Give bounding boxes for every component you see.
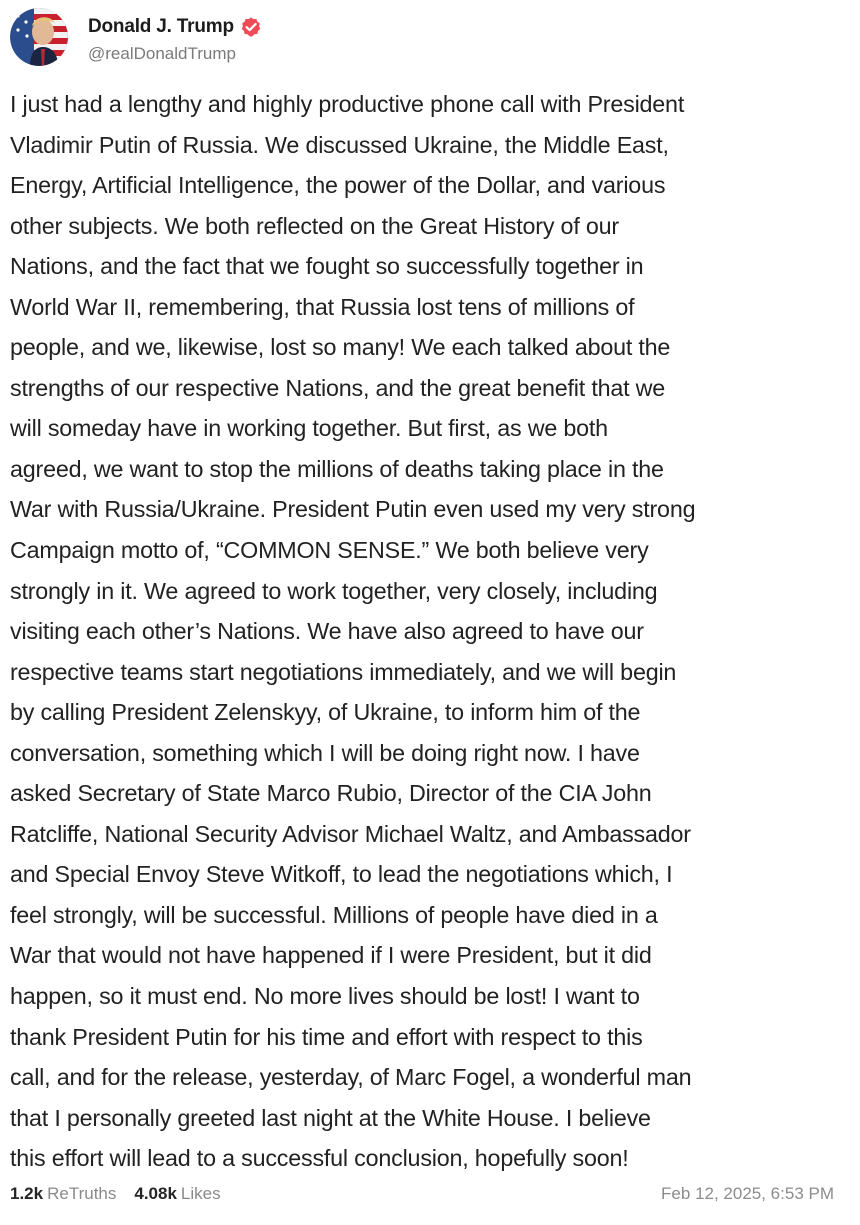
- post-line: World War II, remembering, that Russia lost tens of millions of: [10, 293, 635, 320]
- retruths-label[interactable]: ReTruths: [47, 1184, 117, 1203]
- avatar[interactable]: [10, 8, 68, 66]
- post-line: people, and we, likewise, lost so many! We each talked about the: [10, 334, 671, 361]
- post-line: this effort will lead to a successful conclusion, hopefully soon!: [10, 1145, 629, 1172]
- post-line: strongly in it. We agreed to work together, very closely, including: [10, 577, 658, 604]
- post-stats: [10, 1184, 221, 1204]
- retruths-count[interactable]: 1.2k: [10, 1184, 44, 1203]
- post-header: [10, 8, 710, 70]
- avatar-image: [10, 8, 68, 66]
- post-line: Ratcliffe, National Security Advisor Michael Waltz, and Ambassador: [10, 820, 691, 847]
- post-line: War that would not have happened if I were President, but it did: [10, 942, 652, 969]
- post-line: asked Secretary of State Marco Rubio, Director of the CIA John: [10, 780, 652, 807]
- post-footer: [10, 1180, 834, 1210]
- post-line: conversation, something which I will be doing right now. I have: [10, 739, 640, 766]
- post-line: agreed, we want to stop the millions of deaths taking place in the: [10, 455, 664, 482]
- post-line: call, and for the release, yesterday, of Marc Fogel, a wonderful man: [10, 1064, 692, 1091]
- post-line: visiting each other’s Nations. We have also agreed to have our: [10, 618, 644, 645]
- post-line: that I personally greeted last night at the White House. I believe: [10, 1104, 651, 1131]
- post-body: [10, 84, 845, 1179]
- author-name-row: [88, 14, 688, 40]
- post-line: and Special Envoy Steve Witkoff, to lead the negotiations which, I: [10, 861, 673, 888]
- post-line: strengths of our respective Nations, and the great benefit that we: [10, 374, 666, 401]
- post-line: feel strongly, will be successful. Millions of people have died in a: [10, 901, 658, 928]
- author-info: [88, 14, 688, 64]
- post-line: Vladimir Putin of Russia. We discussed Ukraine, the Middle East,: [10, 131, 669, 158]
- post-line: respective teams start negotiations immediately, and we will begin: [10, 658, 677, 685]
- post-line: Campaign motto of, “COMMON SENSE.” We both believe very: [10, 537, 649, 564]
- post-line: by calling President Zelenskyy, of Ukraine, to inform him of the: [10, 699, 641, 726]
- post-line: I just had a lengthy and highly productive phone call with President: [10, 91, 685, 117]
- post-line: other subjects. We both reflected on the Great History of our: [10, 212, 619, 239]
- post-timestamp[interactable]: Feb 12, 2025, 6:53 PM: [661, 1184, 834, 1203]
- likes-label[interactable]: Likes: [180, 1184, 221, 1203]
- likes-count[interactable]: 4.08k: [134, 1184, 177, 1203]
- post-line: Energy, Artificial Intelligence, the power of the Dollar, and various: [10, 172, 666, 199]
- post-line: will someday have in working together. But first, as we both: [10, 415, 608, 442]
- post-line: Nations, and the fact that we fought so successfully together in: [10, 253, 644, 280]
- post-line: happen, so it must end. No more lives should be lost! I want to: [10, 983, 640, 1010]
- post-line: thank President Putin for his time and effort with respect to this: [10, 1023, 643, 1050]
- author-handle[interactable]: @realDonaldTrump: [88, 44, 236, 63]
- post-line: War with Russia/Ukraine. President Putin even used my very strong: [10, 496, 696, 523]
- verified-badge-icon: [240, 16, 262, 38]
- author-name[interactable]: Donald J. Trump: [88, 16, 234, 37]
